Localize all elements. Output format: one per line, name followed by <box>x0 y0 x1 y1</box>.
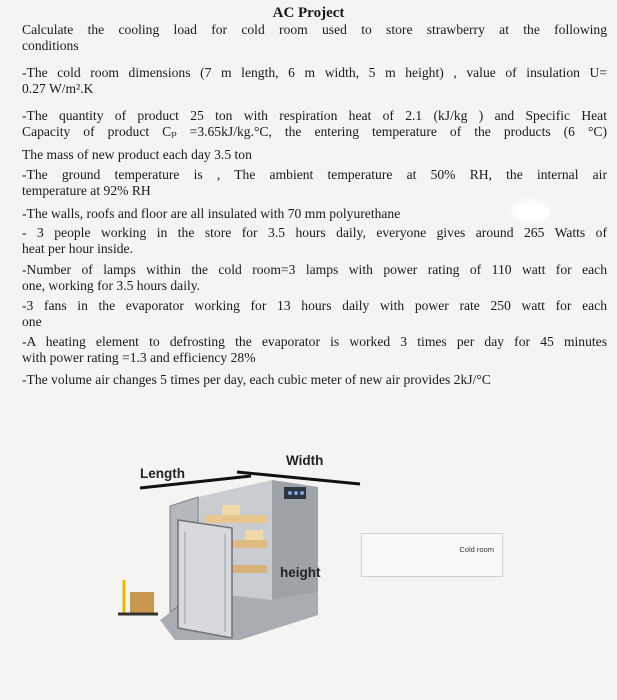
problem-line: 0.27 W/m².K <box>22 81 94 96</box>
problem-line: -Number of lamps within the cold room=3 lamps with power rating of 110 watt for each <box>22 262 607 277</box>
height-label: height <box>280 565 321 580</box>
caption-box <box>361 533 503 577</box>
problem-line: -The cold room dimensions (7 m length, 6 m width, 5 m height) , value of insulation U= <box>22 65 607 80</box>
problem-line: - 3 people working in the store for 3.5 hours daily, everyone gives around 265 Watts of <box>22 225 607 240</box>
product-box <box>222 505 240 515</box>
cargo-box <box>130 592 154 614</box>
problem-line: -A heating element to defrosting the evaporator is worked 3 times per day for 45 minutes <box>22 334 607 349</box>
problem-line: one <box>22 314 42 329</box>
problem-line: -The quantity of product 25 ton with respiration heat of 2.1 (kJ/kg ) and Specific Heat <box>22 108 607 123</box>
problem-line: with power rating =1.3 and efficiency 28% <box>22 350 256 365</box>
cold-room-caption: Cold room <box>459 545 494 554</box>
width-label: Width <box>286 453 324 468</box>
problem-line: Calculate the cooling load for cold room used to store strawberry at the following <box>22 22 607 37</box>
page-title: AC Project <box>272 5 345 21</box>
shelf <box>205 515 267 523</box>
problem-line: -The ground temperature is , The ambient temperature at 50% RH, the internal air <box>22 167 607 182</box>
width-dimension-line <box>237 472 360 484</box>
room-door <box>178 520 232 638</box>
problem-line: heat per hour inside. <box>22 241 133 256</box>
problem-line: conditions <box>22 38 79 53</box>
problem-line: temperature at 92% RH <box>22 183 151 198</box>
problem-line: -3 fans in the evaporator working for 13 hours daily with power rate 250 watt for each <box>22 298 607 313</box>
problem-line: The mass of new product each day 3.5 ton <box>22 147 252 162</box>
product-box <box>245 530 263 540</box>
problem-line: one, working for 3.5 hours daily. <box>22 278 201 293</box>
problem-line: Capacity of product Cₚ =3.65kJ/kg.°C, the entering temperature of the products (6 °C) <box>22 124 607 139</box>
length-label: Length <box>140 466 185 481</box>
problem-line: -The volume air changes 5 times per day, each cubic meter of new air provides 2kJ/°C <box>22 372 491 387</box>
problem-line: -The walls, roofs and floor are all insulated with 70 mm polyurethane <box>22 206 401 221</box>
